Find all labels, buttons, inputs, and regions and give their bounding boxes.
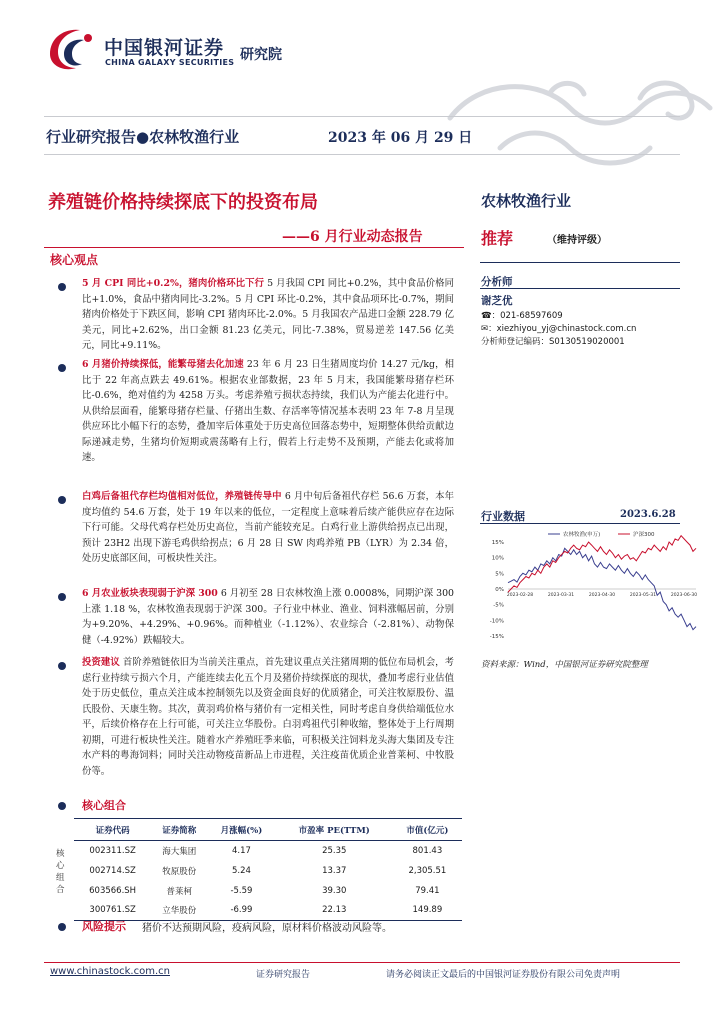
market-performance-chart: [478, 528, 700, 648]
footer-divider: [44, 962, 680, 963]
bullet-icon: [58, 364, 66, 372]
risk-title: 风险提示: [82, 920, 126, 933]
brand-name-en: CHINA GALAXY SECURITIES: [105, 58, 235, 67]
holdings-side-label: 核心组合: [56, 849, 65, 895]
footer-report-label: 证券研究报告: [256, 970, 311, 980]
market-divider: [480, 523, 680, 524]
legend-label: 农林牧渔(申万): [563, 532, 601, 538]
analyst-label: 分析师: [481, 276, 513, 288]
galaxy-logo-icon: [44, 24, 100, 76]
column-header: 证券代码: [74, 819, 151, 841]
y-tick-label: -15%: [489, 634, 504, 640]
paragraph-chicken: 白鸡后备祖代存栏均值相对低位，养殖链传导中 6 月中旬后备祖代存栏 56.6 万套，本年度均值约 54.6 万套，处于 19 年以来的低位，一定程度上意味着后续产能供应存在边际下行可能。父母代鸡存栏处历史高位，当前产能较充足。白鸡行业上游供给拐点已出现，预计 23H2 出现下游毛鸡供给拐点；6 月 28 日 SW 肉鸡养殖 PB（LYR）为 2.34 倍，处历史底部区间，可板块性关注。: [82, 491, 454, 564]
title-divider: [44, 247, 464, 248]
page-subtitle: ——6 月行业动态报告: [282, 229, 423, 245]
table-row: 002714.SZ 牧原股份 5.24 13.37 2,305.51: [89, 865, 447, 877]
table-row: 603566.SH 普莱柯 -5.59 39.30 79.41: [89, 885, 440, 897]
brand-name-cn: 中国银河证券: [104, 37, 225, 59]
legend-label: 沪深300: [633, 532, 655, 538]
bullet-icon: [58, 923, 66, 931]
report-type: 行业研究报告●农林牧渔行业: [46, 128, 240, 146]
market-data-title: 行业数据: [481, 510, 525, 523]
bullet-icon: [58, 496, 66, 504]
footer-website-link[interactable]: www.chinastock.com.cn: [50, 966, 170, 977]
x-tick-label: 2023-06-30: [670, 593, 698, 598]
y-tick-label: 5%: [495, 571, 504, 578]
table-row: 300761.SZ 立华股份 -6.99 22.13 149.89: [74, 901, 462, 921]
risk-text: 猪价不达预期风险，疫病风险，原材料价格波动风险等。: [142, 923, 392, 934]
section-core-heading: 核心观点: [50, 253, 99, 267]
paragraph-pig: 6 月猪价持续探低，能繁母猪去化加速 23 年 6 月 23 日生猪周度均价 14.27 元/kg，相比于 22 年高点跌去 49.61%。根据农业部数据，23 年 5 月末，我国能繁母猪存栏环比-0.6%，绝对值约为 4258 万头。考虑养殖亏损状态持续，我们认为产能去化进行中。从供给层面看，能繁母猪存栏量、仔猪出生数、存活率等情况基本表明 23 年 7-8 月呈现供应环比小幅下行的态势，叠加宰后体重处于历史高位回落态势中，短期整体供给贡献边际递减走势，生猪均价短期或震荡略有上行，假若上行走势不及预期，产能去化或将加速。: [82, 359, 454, 463]
brand-institute: 研究院: [240, 47, 282, 63]
paragraph-investment: 投资建议 首阶养殖链依旧为当前关注重点，首先建议重点关注猪周期的低位布局机会，考虑行业持续亏损六个月，产能连续去化五个月及猪价持续探底的现状，叠加考虑行业估值处于历史低位，重点关注成本控制领先以及资金面良好的优质猪企，可关注牧原股份、温氏股份、天康生物。其次，黄羽鸡价格与猪价有一定相关性，同时考虑自身供给端低位水平，后续价格存在上行可能，可关注立华股份。白羽鸡祖代引种收缩，整体处于上行周期初期，可进行板块性关注。随着水产养殖旺季来临，可积极关注饲料龙头海大集团及专注水产料的粤海饲料；同时关注动物疫苗新品上市进程，关注疫苗优质企业普莱柯、中牧股份等。: [82, 657, 454, 777]
x-tick-label: 2023-03-31: [547, 593, 575, 598]
holdings-table: [74, 818, 462, 921]
bullet-icon: [58, 662, 66, 670]
footer-disclaimer: 请务必阅读正文最后的中国银河证券股份有限公司免责声明: [386, 970, 621, 980]
y-tick-label: -10%: [489, 618, 504, 625]
holdings-title: 核心组合: [82, 799, 126, 812]
y-tick-label: 15%: [491, 540, 504, 546]
header-divider: [44, 116, 680, 117]
cloud-ornament-icon: [440, 58, 724, 188]
analyst-phone: ☎：021-68597609: [481, 311, 563, 321]
sidebar-industry: 农林牧渔行业: [481, 192, 572, 210]
sidebar-rating-note: （维持评级）: [547, 235, 607, 246]
y-tick-label: -5%: [493, 602, 504, 609]
sidebar-rating: 推荐: [481, 229, 514, 248]
report-date: 2023 年 06 月 29 日: [328, 130, 473, 146]
y-tick-label: 10%: [491, 555, 504, 562]
market-data-date: 2023.6.28: [620, 509, 676, 520]
header-divider-bottom: [44, 154, 680, 155]
x-tick-label: 2023-04-30: [588, 593, 616, 598]
table-row: 002311.SZ 海大集团 4.17 25.35 801.43: [89, 845, 443, 857]
sidebar-divider: [480, 262, 680, 263]
x-tick-label: 2023-02-28: [506, 593, 534, 598]
y-tick-label: 0%: [495, 587, 504, 593]
analyst-email[interactable]: ✉：xiezhiyou_yj@chinastock.com.cn: [481, 324, 637, 334]
analyst-license: 分析师登记编码：S0130519020001: [481, 337, 625, 347]
bullet-icon: [58, 802, 66, 810]
x-tick-label: 2023-05-31: [629, 593, 657, 598]
sidebar-divider-2: [480, 288, 680, 289]
column-header: 月涨幅(%): [207, 819, 276, 841]
bullet-icon: [58, 283, 66, 291]
chart-source: 资料来源：Wind，中国银河证券研究院整理: [481, 660, 648, 670]
column-header: 市值(亿元): [393, 819, 462, 841]
paragraph-market: 6 月农业板块表现弱于沪深 300 6 月初至 28 日农林牧渔上涨 0.0008%，同期沪深 300 上涨 1.18 %，农林牧渔表现弱于沪深 300。子行业中林业、渔业、饲料涨幅居前，分别为+9.20%、+4.29%、+0.96%。而种植业（-1.12%）、农业综合（-2.81%）、动物保健（-4.92%）跌幅较大。: [82, 588, 454, 646]
column-header: 市盈率 PE(TTM): [276, 819, 393, 841]
analyst-name: 谢芝优: [481, 295, 513, 307]
page-title: 养殖链价格持续探底下的投资布局: [48, 192, 318, 213]
bullet-icon: [58, 593, 66, 601]
paragraph-cpi: 5 月 CPI 同比+0.2%，猪肉价格环比下行 5 月我国 CPI 同比+0.2%，其中食品价格同比+1.0%，食品中猪肉同比-3.2%。5 月 CPI 环比-0.2%，其中食品项环比-0.7%，期间猪肉价格处于下跌区间，影响 CPI 猪肉环比-2.0%。5 月我国农产品进口金额 228.79 亿美元，同比+2.62%，出口金额 81.23 亿美元，同比-7.38%，贸易逆差 147.56 亿美元，同比+9.11%。: [82, 278, 454, 351]
column-header: 证券简称: [151, 819, 207, 841]
